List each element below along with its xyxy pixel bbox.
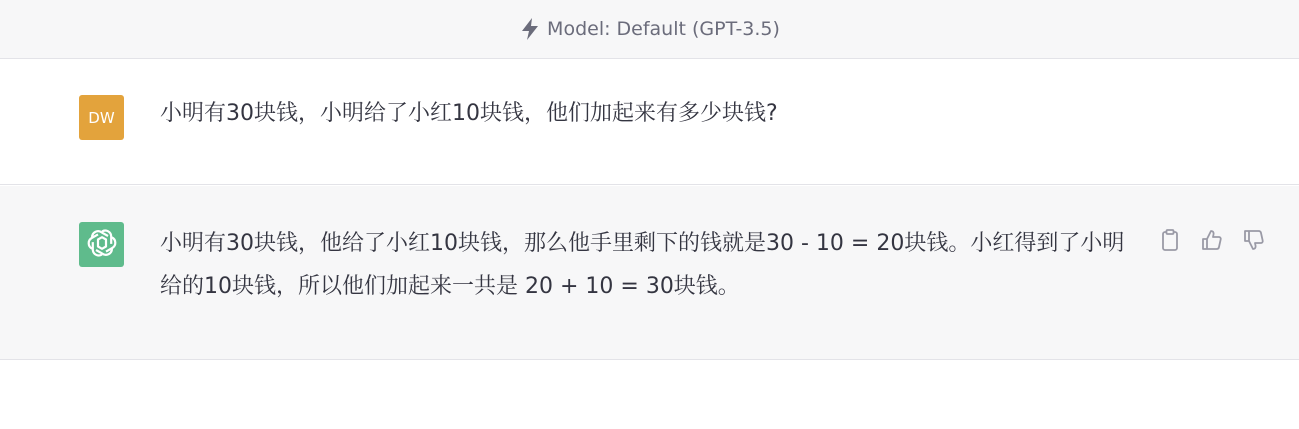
assistant-message-text: 小明有30块钱，他给了小红10块钱，那么他手里剩下的钱就是30 - 10 = 20块钱。小红得到了小明给的10块钱，所以他们加起来一共是 20 + 10 = 30块钱。 [160, 231, 1125, 299]
user-message-text: 小明有30块钱，小明给了小红10块钱，他们加起来有多少块钱? [160, 101, 778, 126]
assistant-avatar [79, 222, 124, 267]
message-actions [1158, 228, 1266, 252]
openai-logo-icon [86, 227, 118, 263]
model-header [0, 0, 1299, 59]
thumbs-up-icon[interactable] [1200, 228, 1224, 252]
user-avatar [79, 95, 124, 140]
assistant-message-row [0, 186, 1299, 360]
clipboard-icon[interactable] [1158, 228, 1182, 252]
thumbs-down-icon[interactable] [1242, 228, 1266, 252]
user-avatar-initials: DW [88, 108, 115, 127]
user-message-row [0, 59, 1299, 185]
model-label: Model: Default (GPT-3.5) [547, 18, 780, 40]
bolt-icon [519, 17, 541, 41]
